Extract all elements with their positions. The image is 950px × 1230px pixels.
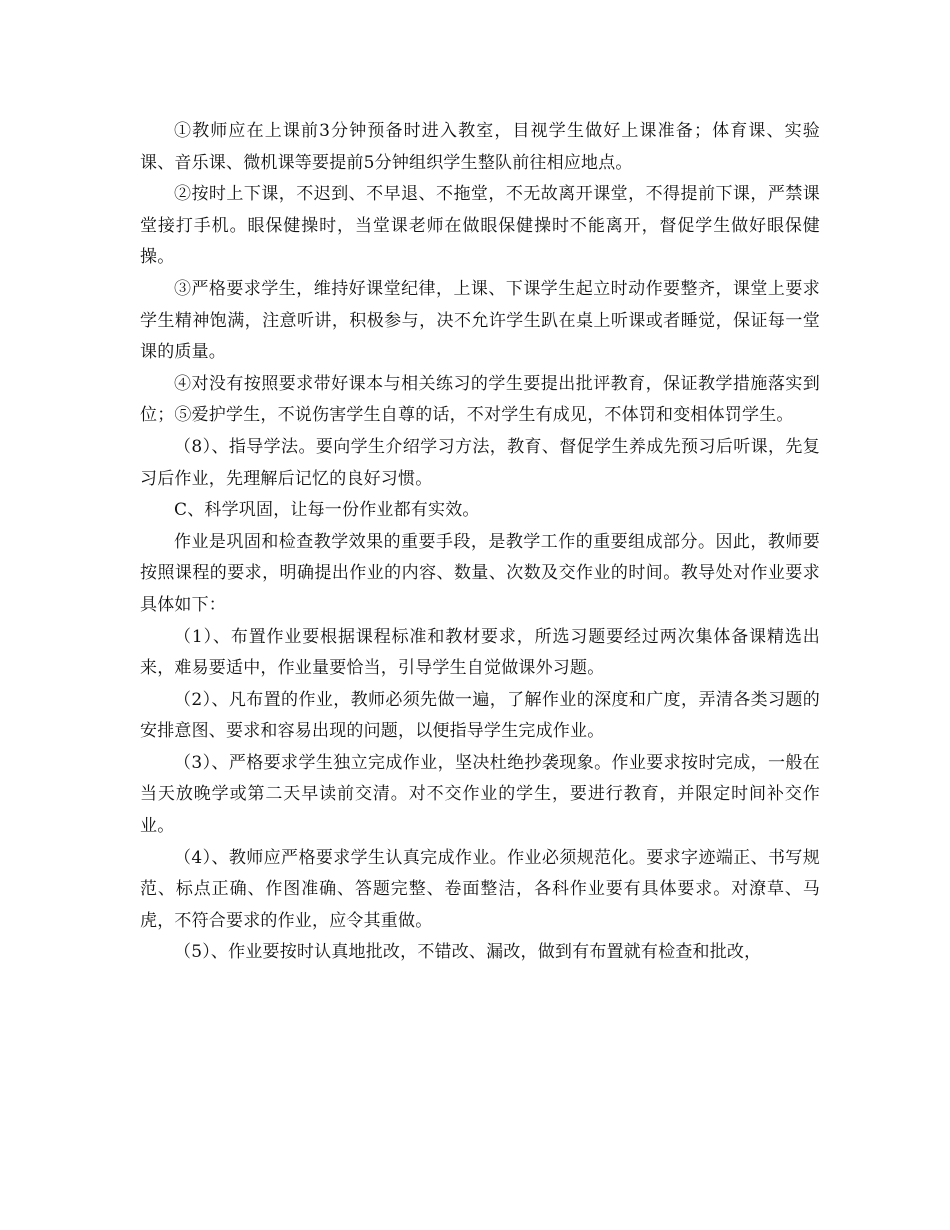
paragraph-1: ①教师应在上课前3分钟预备时进入教室，目视学生做好上课准备；体育课、实验课、音乐课、微机课等要提前5分钟组织学生整队前往相应地点。 [140,121,820,173]
paragraph-3: ③严格要求学生，维持好课堂纪律，上课、下课学生起立时动作要整齐，课堂上要求学生精神饱满，注意听讲，积极参与，决不允许学生趴在桌上听课或者睡觉，保证每一堂课的质量。 [140,278,820,363]
paragraph-10: （3）、严格要求学生独立完成作业，坚决杜绝抄袭现象。作业要求按时完成，一般在当天放晚学或第二天早读前交清。对不交作业的学生，要进行教育，并限定时间补交作业。 [140,752,820,837]
paragraph-9: （2）、凡布置的作业，教师必须先做一遍，了解作业的深度和广度，弄清各类习题的安排意图、要求和容易出现的问题，以便指导学生完成作业。 [140,689,820,742]
paragraph-7: 作业是巩固和检查教学效果的重要手段，是教学工作的重要组成部分。因此，教师要按照课程的要求，明确提出作业的内容、数量、次数及交作业的时间。教导处对作业要求具体如下： [140,531,820,615]
paragraph-12: （5）、作业要按时认真地批改，不错改、漏改，做到有布置就有检查和批改， [174,942,762,963]
paragraph-5: （8）、指导学法。要向学生介绍学习方法，教育、督促学生养成先预习后听课，先复习后作业，先理解后记忆的良好习惯。 [140,436,820,489]
paragraph-6: C、科学巩固，让每一份作业都有实效。 [174,500,480,521]
document-body [140,116,820,969]
paragraph-11: （4）、教师应严格要求学生认真完成作业。作业必须规范化。要求字迹端正、书写规范、标点正确、作图准确、答题完整、卷面整洁，各科作业要有具体要求。对潦草、马虎，不符合要求的作业，应令其重做。 [140,847,820,931]
paragraph-2: ②按时上下课，不迟到、不早退、不拖堂，不无故离开课堂，不得提前下课，严禁课堂接打手机。眼保健操时，当堂课老师在做眼保健操时不能离开，督促学生做好眼保健操。 [140,184,820,268]
paragraph-8: （1）、布置作业要根据课程标准和教材要求，所选习题要经过两次集体备课精选出来，难易要适中，作业量要恰当，引导学生自觉做课外习题。 [140,626,820,679]
paragraph-4: ④对没有按照要求带好课本与相关练习的学生要提出批评教育，保证教学措施落实到位；⑤爱护学生，不说伤害学生自尊的话，不对学生有成见，不体罚和变相体罚学生。 [140,373,820,426]
